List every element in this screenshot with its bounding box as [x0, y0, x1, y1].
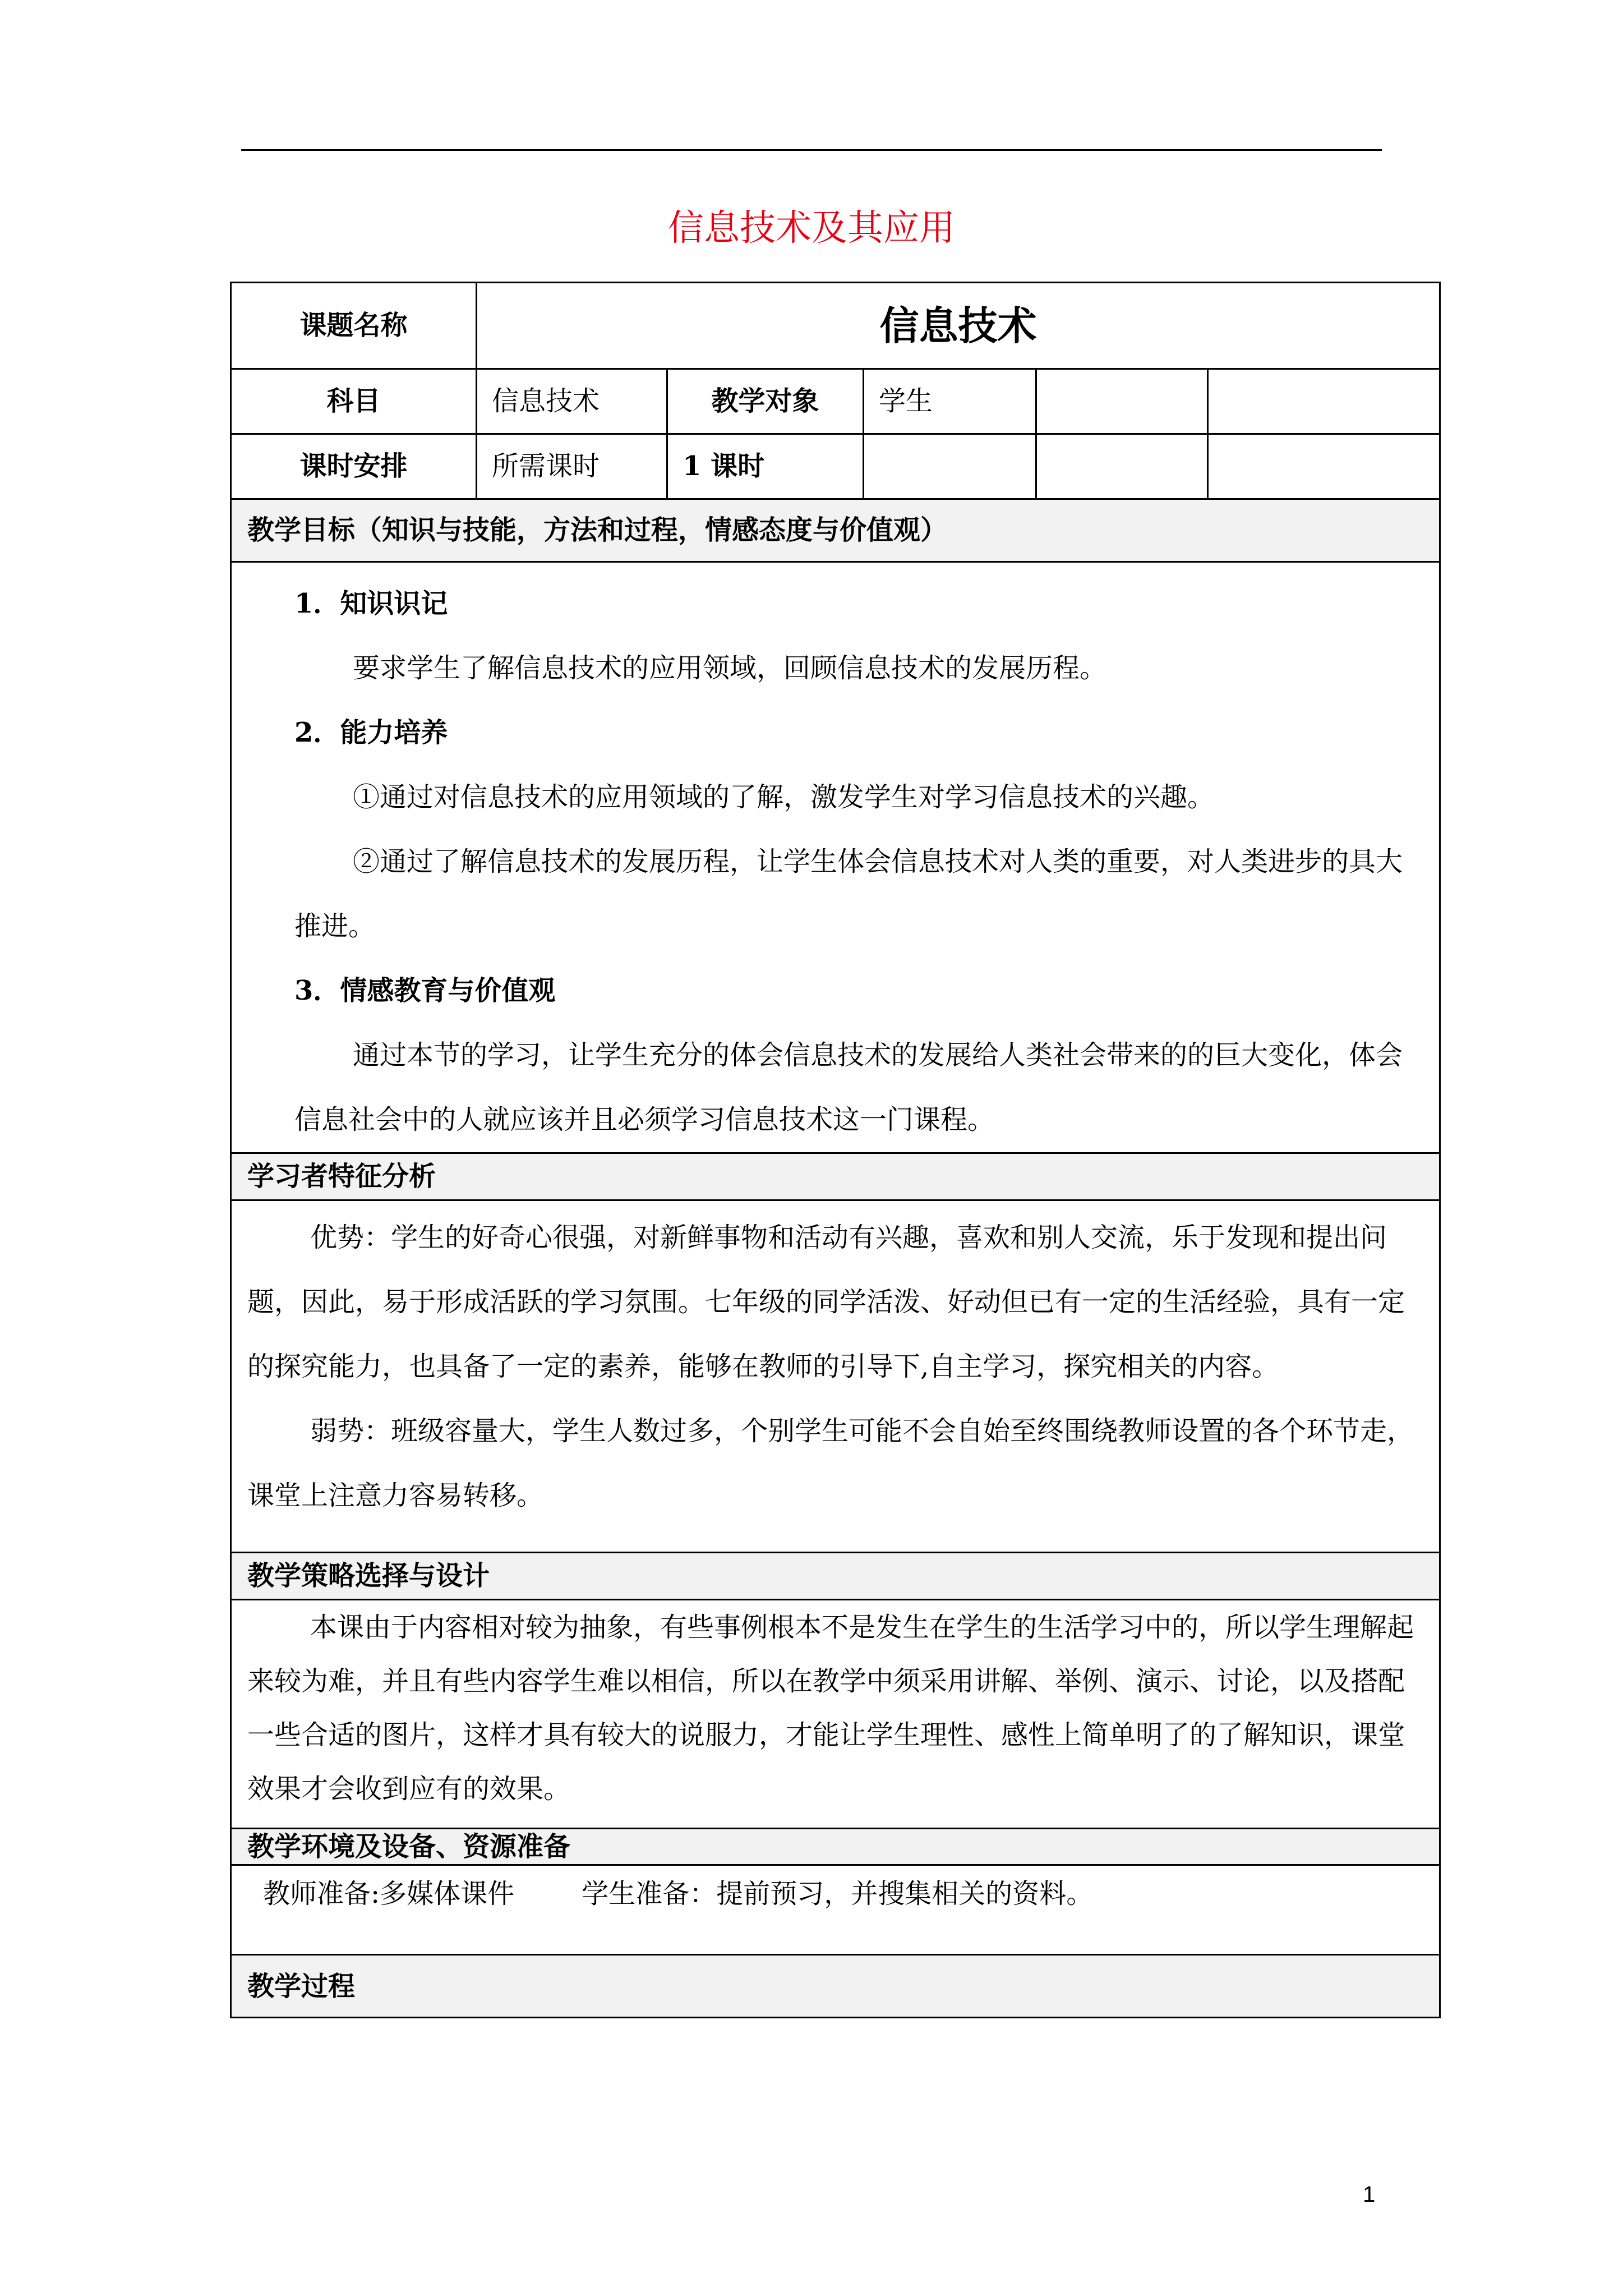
empty-cell: [1208, 369, 1440, 434]
page-number: 1: [1363, 2182, 1376, 2207]
learners-paragraph: 优势：学生的好奇心很强，对新鲜事物和活动有兴趣，喜欢和别人交流，乐于发现和提出问题，因此，易于形成活跃的学习氛围。七年级的同学活泼、好动但已有一定的生活经验，具有一定的探究能力，也具备了一定的素养，能够在教师的引导下,自主学习，探究相关的内容。: [247, 1222, 1405, 1382]
learners-body: [231, 1200, 1440, 1553]
objectives-body-row: [231, 562, 1440, 1153]
empty-cell: [864, 434, 1036, 499]
objective-title: 3．情感教育与价值观: [294, 975, 556, 1006]
header-rule: [241, 149, 1382, 151]
objective-title: 1．知识识记: [294, 588, 448, 619]
objective-paragraph: 通过本节的学习，让学生充分的体会信息技术的发展给人类社会带来的的巨大变化，体会信息社会中的人就应该并且必须学习信息技术这一门课程。: [294, 1039, 1403, 1135]
strategy-heading: 教学策略选择与设计: [231, 1553, 1440, 1600]
objective-paragraph: ②通过了解信息技术的发展历程，让学生体会信息技术对人类的重要，对人类进步的具大推进。: [294, 846, 1403, 942]
document-title: 信息技术及其应用: [668, 208, 955, 249]
objectives-heading: 教学目标（知识与技能，方法和过程，情感态度与价值观）: [231, 499, 1440, 562]
learners-body-row: [231, 1200, 1440, 1553]
objective-title: 2．能力培养: [294, 717, 448, 748]
audience-label: 教学对象: [667, 369, 864, 434]
learners-heading-row: [231, 1153, 1440, 1200]
schedule-label: 课时安排: [231, 434, 477, 499]
objectives-body: [231, 562, 1440, 1153]
subject-value: 信息技术: [477, 369, 667, 434]
topic-value: 信息技术: [477, 283, 1440, 369]
schedule-value: 1 课时: [667, 434, 864, 499]
lesson-plan-table: [230, 282, 1441, 2018]
objective-paragraph: ①通过对信息技术的应用领域的了解，激发学生对学习信息技术的兴趣。: [353, 781, 1215, 813]
subject-label: 科目: [231, 369, 477, 434]
subject-row: [231, 369, 1440, 434]
environment-heading-row: [231, 1829, 1440, 1865]
empty-cell: [1036, 434, 1208, 499]
objectives-heading-row: [231, 499, 1440, 562]
process-heading-row: [231, 1955, 1440, 2018]
strategy-paragraph: 本课由于内容相对较为抽象，有些事例根本不是发生在学生的生活学习中的，所以学生理解起来较为难，并且有些内容学生难以相信，所以在教学中须采用讲解、举例、演示、讨论，以及搭配一些合适的图片，这样才具有较大的说服力，才能让学生理性、感性上简单明了的了解知识，课堂效果才会收到应有的效果。: [247, 1612, 1414, 1805]
topic-row: [231, 283, 1440, 369]
learners-heading: 学习者特征分析: [231, 1153, 1440, 1200]
student-prep: 学生准备：提前预习，并搜集相关的资料。: [582, 1878, 1094, 1910]
teacher-prep: 教师准备:多媒体课件: [263, 1878, 515, 1910]
schedule-row: [231, 434, 1440, 499]
process-heading: 教学过程: [231, 1955, 1440, 2018]
empty-cell: [1036, 369, 1208, 434]
topic-label: 课题名称: [231, 283, 477, 369]
objective-paragraph: 要求学生了解信息技术的应用领域，回顾信息技术的发展历程。: [353, 652, 1107, 684]
environment-heading: 教学环境及设备、资源准备: [231, 1829, 1440, 1865]
environment-body: [231, 1865, 1440, 1955]
learners-paragraph: 弱势：班级容量大，学生人数过多，个别学生可能不会自始至终围绕教师设置的各个环节走，课堂上注意力容易转移。: [247, 1415, 1414, 1511]
empty-cell: [1208, 434, 1440, 499]
environment-body-row: [231, 1865, 1440, 1955]
strategy-body: [231, 1600, 1440, 1829]
audience-value: 学生: [864, 369, 1036, 434]
strategy-heading-row: [231, 1553, 1440, 1600]
schedule-value-label: 所需课时: [477, 434, 667, 499]
strategy-body-row: [231, 1600, 1440, 1829]
